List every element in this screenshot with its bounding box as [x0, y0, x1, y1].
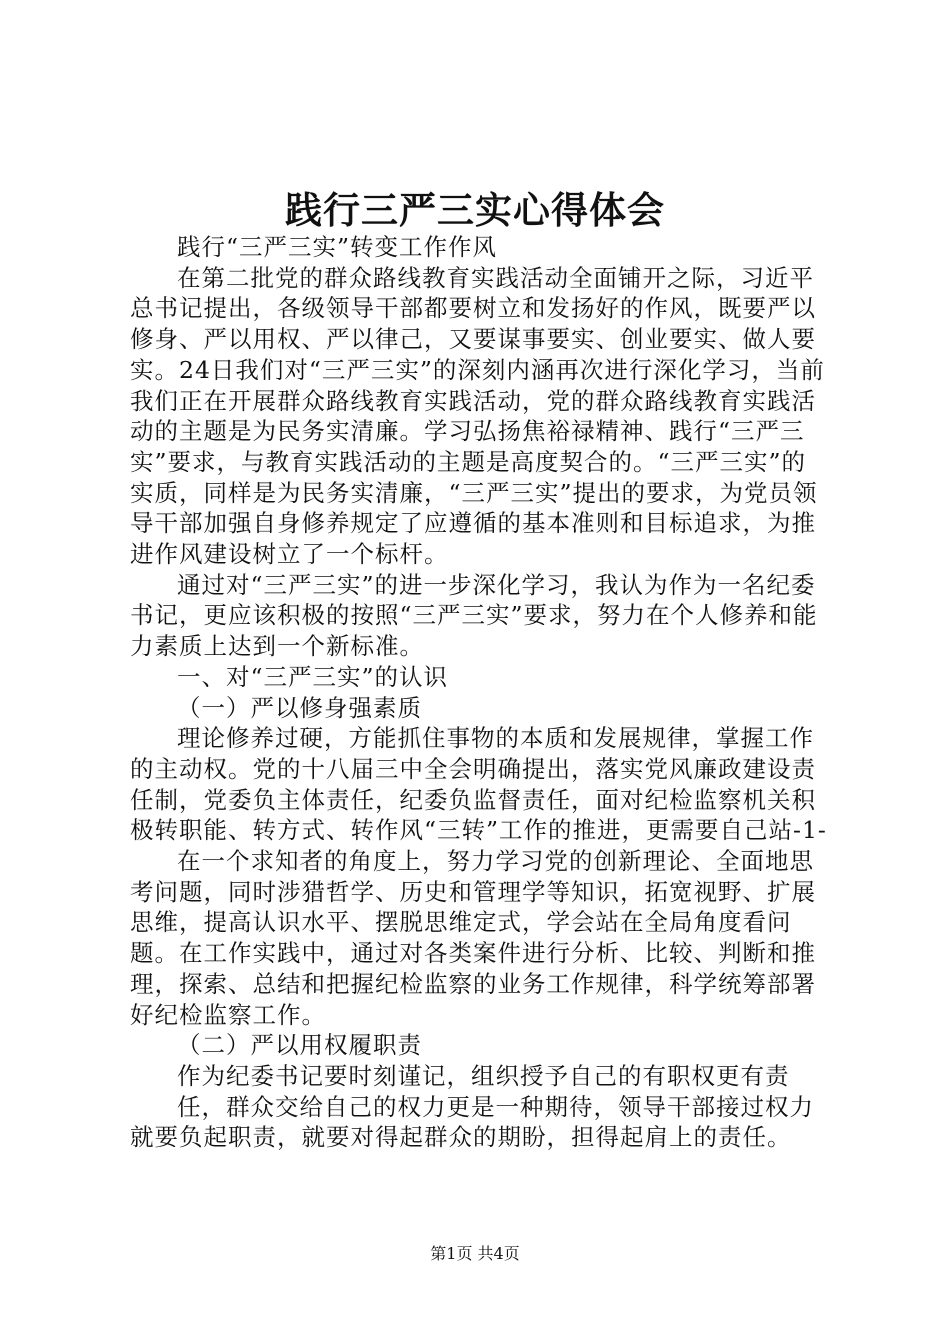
body-paragraph: 在一个求知者的角度上，努力学习党的创新理论、全面地思考问题，同时涉猎哲学、历史和管理学等知识，拓宽视野、扩展思维，提高认识水平、摆脱思维定式，学会站在全局角度看问题。在工作实践中，通过对各类案件进行分析、比较、判断和推理，探索、总结和把握纪检监察的业务工作规律，科学统筹部署好纪检监察工作。	[130, 847, 816, 1029]
subsection-heading: （二）严以用权履职责	[177, 1031, 422, 1060]
document-body	[130, 232, 830, 1153]
document-title: 践行三严三实心得体会	[285, 188, 665, 232]
page-number-footer: 第1页 共4页	[430, 1244, 520, 1263]
subsection-heading: （一）严以修身强素质	[177, 693, 422, 722]
body-paragraph: 理论修养过硬，方能抓住事物的本质和发展规律，掌握工作的主动权。党的十八届三中全会明确提出，落实党风廉政建设责任制，党委负主体责任，纪委负监督责任，面对纪检监察机关积极转职能、转方式、转作风“三转”工作的推进，更需要自己站-1-	[130, 724, 827, 845]
body-paragraph: 任，群众交给自己的权力更是一种期待，领导干部接过权力就要负起职责，就要对得起群众的期盼，担得起肩上的责任。	[130, 1092, 814, 1152]
section-heading: 一、对“三严三实”的认识	[177, 662, 449, 691]
body-paragraph: 通过对“三严三实”的进一步深化学习，我认为作为一名纪委书记，更应该积极的按照“三严三实”要求，努力在个人修养和能力素质上达到一个新标准。	[130, 570, 818, 661]
subtitle-paragraph: 践行“三严三实”转变工作作风	[177, 233, 498, 261]
body-paragraph: 作为纪委书记要时刻谨记，组织授予自己的有职权更有责	[177, 1061, 790, 1090]
body-paragraph: 在第二批党的群众路线教育实践活动全面铺开之际，习近平总书记提出，各级领导干部都要树立和发扬好的作风，既要严以修身、严以用权、严以律己，又要谋事要实、创业要实、做人要实。24日我们对“三严三实”的深刻内涵再次进行深化学习，当前我们正在开展群众路线教育实践活动，党的群众路线教育实践活动的主题是为民务实清廉。学习弘扬焦裕禄精神、践行“三严三实”要求，与教育实践活动的主题是高度契合的。“三严三实”的实质，同样是为民务实清廉，“三严三实”提出的要求，为党员领导干部加强自身修养规定了应遵循的基本准则和目标追求，为推进作风建设树立了一个标杆。	[130, 263, 825, 569]
